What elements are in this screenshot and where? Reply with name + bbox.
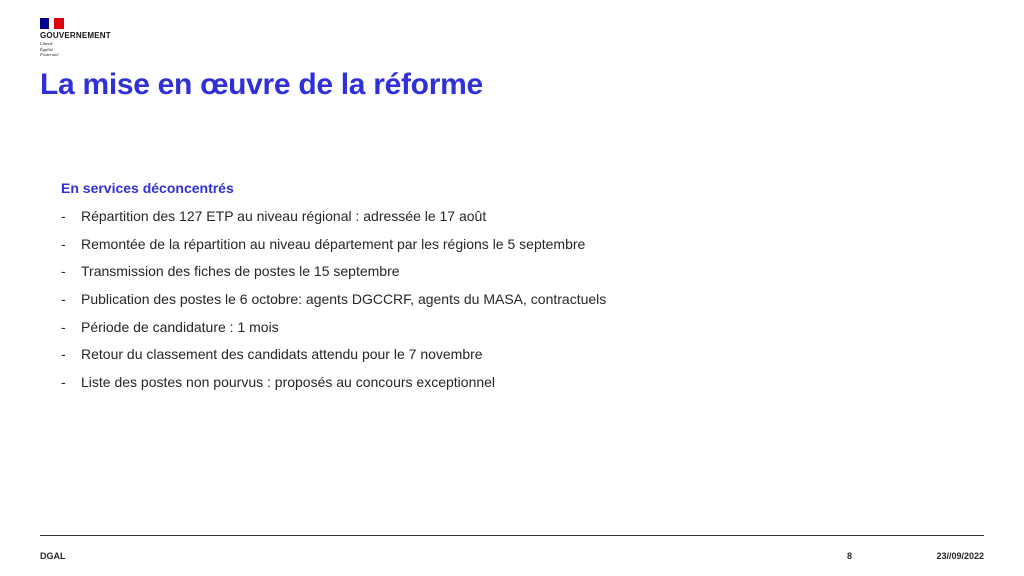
dash-bullet: - — [61, 235, 66, 252]
list-item-text: Répartition des 127 ETP au niveau régional : adressée le 17 août — [81, 208, 487, 224]
bullet-list — [61, 203, 606, 397]
list-item-text: Transmission des fiches de postes le 15 septembre — [81, 263, 400, 280]
page-number: 8 — [847, 551, 853, 561]
list-item — [61, 286, 606, 314]
section-heading: En services déconcentrés — [61, 180, 234, 196]
dash-bullet: - — [61, 291, 66, 308]
list-item — [61, 258, 606, 286]
list-item-text: Période de candidature : 1 mois — [81, 318, 279, 335]
list-item-text: Retour du classement des candidats attendu pour le 7 novembre — [81, 346, 483, 363]
list-item — [61, 231, 606, 259]
logo-motto — [40, 41, 130, 58]
list-item — [61, 203, 606, 231]
motto-line: Liberté — [40, 41, 53, 46]
list-item-text: Publication des postes le 6 octobre: agents DGCCRF, agents du MASA, contractuels — [81, 291, 607, 308]
list-item — [61, 314, 606, 342]
french-flag-icon — [40, 18, 64, 29]
list-item-text: Liste des postes non pourvus : proposés au concours exceptionnel — [81, 374, 496, 391]
footer-divider — [40, 535, 984, 536]
motto-line: Fraternité — [40, 52, 59, 57]
motto-line: Égalité — [40, 46, 53, 52]
list-item — [61, 369, 606, 397]
dash-bullet: - — [61, 346, 66, 363]
logo-text: GOUVERNEMENT — [40, 31, 111, 40]
list-item — [61, 341, 606, 369]
dash-bullet: - — [61, 208, 66, 224]
footer-date: 23//09/2022 — [936, 551, 984, 561]
government-logo — [40, 18, 130, 58]
footer-organization: DGAL — [40, 551, 66, 561]
dash-bullet: - — [61, 374, 66, 391]
slide-title: La mise en œuvre de la réforme — [40, 68, 483, 101]
dash-bullet: - — [61, 263, 66, 280]
dash-bullet: - — [61, 318, 66, 335]
list-item-text: Remontée de la répartition au niveau département par les régions le 5 septembre — [81, 235, 586, 252]
